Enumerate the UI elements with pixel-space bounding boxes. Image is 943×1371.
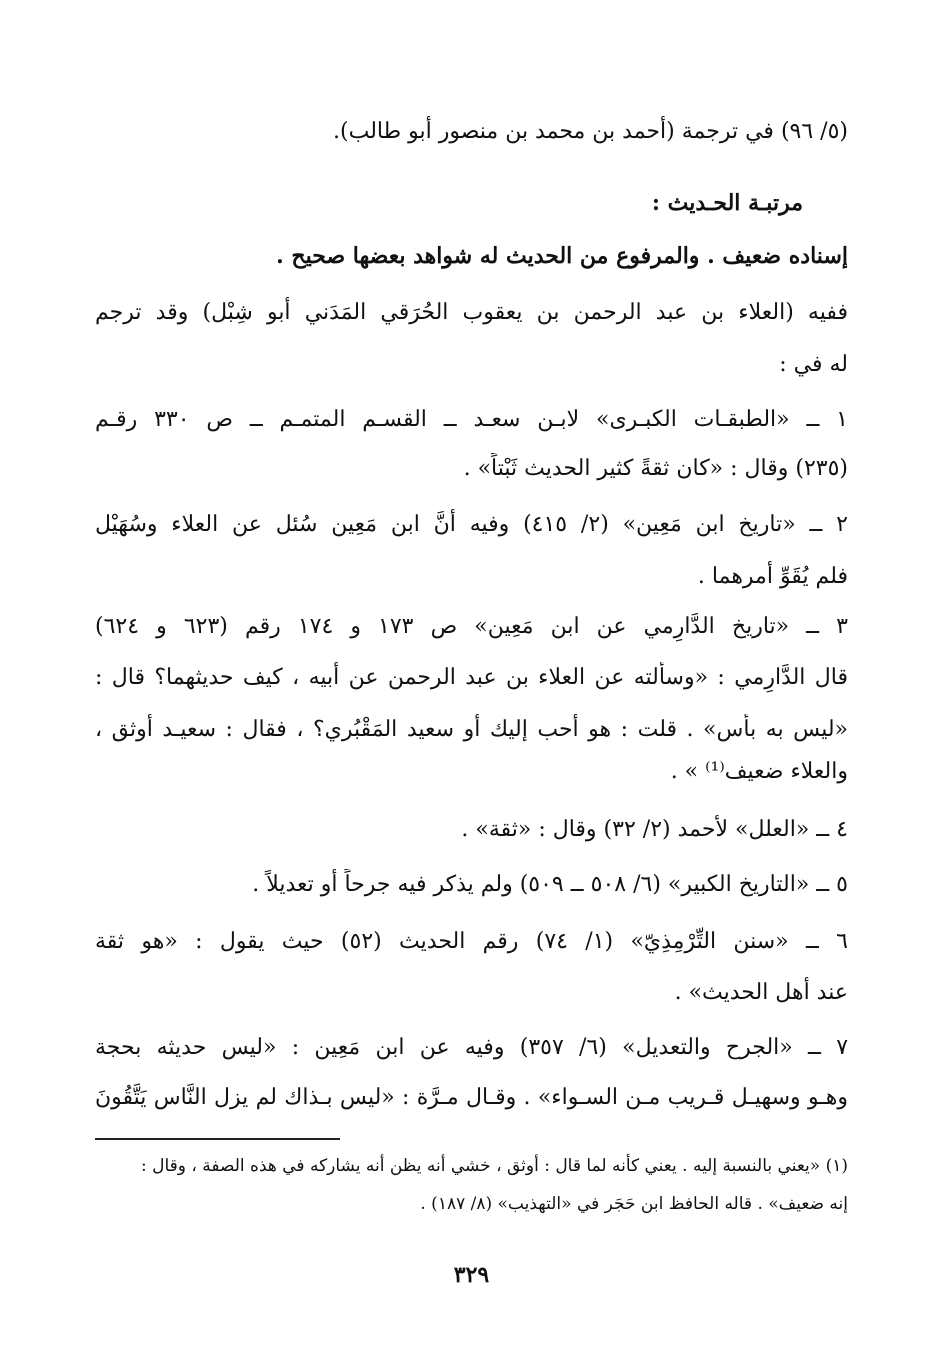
grading-summary: إسناده ضعيف . والمرفوع من الحديث له شواهد بعضها صحيح . [276, 243, 848, 269]
list-item-5: ٥ ــ «التاريخ الكبير» (٦/ ٥٠٨ ــ ٥٠٩) ولم يذكر فيه جرحاً أو تعديلاً . [252, 872, 848, 897]
header-reference: (٥/ ٩٦) في ترجمة (أحمد بن محمد بن منصور أبو طالب). [333, 119, 848, 144]
section-heading: مرتبـة الحـديث : [651, 190, 803, 216]
list-item-3-line-4: والعلاء ضعيف⁽¹⁾ » . [670, 759, 848, 784]
page-number: ٣٢٩ [453, 1262, 490, 1288]
list-item-3-line-1: ٣ ــ «تاريخ الدَّارِمي عن ابن مَعِين» ص ١٧٣ و ١٧٤ رقم (٦٢٣ و ٦٢٤) [95, 614, 848, 639]
list-item-1-line-1: ١ ــ «الطبقـات الكبـرى» لابـن سعـد ــ القسـم المتمـم ــ ص ٣٣٠ رقـم [95, 407, 848, 432]
list-item-1-line-2: (٢٣٥) وقال : «كان ثقةً كثير الحديث ثَبْتاً» . [463, 456, 848, 481]
list-item-2-line-1: ٢ ــ «تاريخ ابن مَعِين» (٢/ ٤١٥) وفيه أنَّ ابن مَعِين سُئل عن العلاء وسُهَيْل [95, 512, 848, 537]
footnote-line-1: (١) «يعني بالنسبة إليه . يعني كأنه لما قال : أوثق ، خشي أنه يظن أنه يشاركه في هذه الصفة ، وقال : [141, 1156, 848, 1176]
footnote-line-2: إنه ضعيف» . قاله الحافظ ابن حَجَر في «التهذيب» (٨/ ١٨٧) . [420, 1194, 848, 1214]
footnote-separator [95, 1138, 340, 1140]
list-item-6-line-2: عند أهل الحديث» . [674, 980, 848, 1005]
list-item-3-line-2: قال الدَّارِمي : «وسألته عن العلاء بن عبد الرحمن عن أبيه ، كيف حديثهما؟ قال : [95, 665, 848, 690]
text-line: له في : [779, 352, 848, 377]
list-item-7-line-1: ٧ ــ «الجرح والتعديل» (٦/ ٣٥٧) وفيه عن ابن مَعِين : «ليس حديثه بحجة [95, 1035, 848, 1060]
text-line: ففيه (العلاء بن عبد الرحمن بن يعقوب الحُرَقي المَدَني أبو شِبْل) وقد ترجم [95, 300, 848, 325]
list-item-2-line-2: فلم يُقَوِّ أمرهما . [697, 564, 848, 589]
list-item-7-line-2: وهـو وسهيـل قـريب مـن السـواء» . وقـال مـرَّة : «ليس بـذاك لم يزل النَّاس يَتَّقُونَ [95, 1085, 848, 1110]
list-item-6-line-1: ٦ ــ «سنن التِّرْمِذِيّ» (١/ ٧٤) رقم الحديث (٥٢) حيث يقول : «هو ثقة [95, 929, 848, 954]
list-item-4: ٤ ــ «العلل» لأحمد (٢/ ٣٢) وقال : «ثقة» . [461, 817, 848, 842]
list-item-3-line-3: «ليس به بأس» . قلت : هو أحب إليك أو سعيد المَقْبُري؟ ، فقال : سعيـد أوثق ، [95, 717, 848, 742]
